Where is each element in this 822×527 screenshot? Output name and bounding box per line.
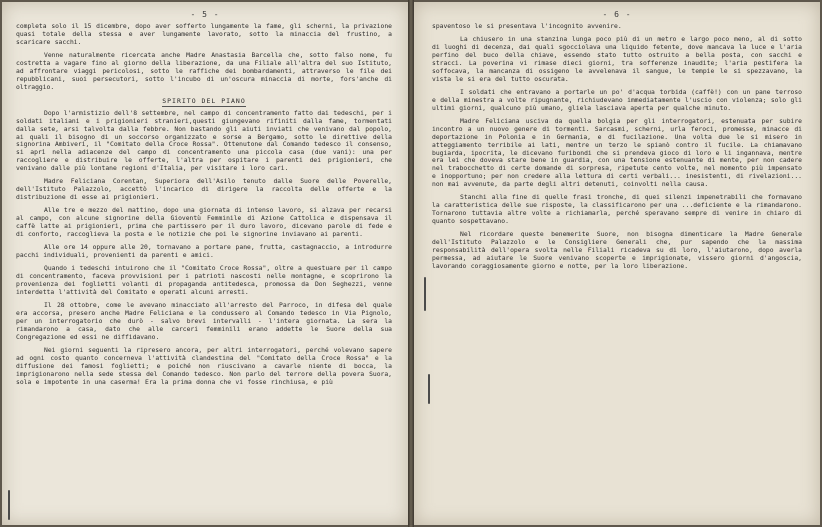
paragraph: Alle tre e mezzo del mattino, dopo una giornata di intenso lavoro, si alzava per recarsi al campo, con alcune signorine della Gioventù Femminile di Azione Cattolica e dispensava il caffè latte ai prigionieri, prima che partissero per il duro lavoro, dicevano parole di fede e di conforto, raccoglieva la posta e le notizie che poi le signorine inviavano ai parenti. bbox=[16, 207, 392, 239]
margin-pencil-mark bbox=[428, 374, 430, 404]
margin-pencil-mark bbox=[8, 490, 10, 520]
margin-pencil-mark bbox=[424, 277, 426, 311]
paragraph: La chiusero in una stanzina lunga poco più di un metro e largo poco meno, al di sotto di luoghi di decenza, dai quali sgocciolava una liquido fetente, dove mancava la luce e l'aria perfino del buco della chiave, essendo stato tutto ostruito a bella posta, con sacchi e stracci. La poverina vi rimase dieci giorni, tra sofferenze inaudite; l'aria pestifera la soffocava, la mancanza di ossigeno le avvelenava il sangue, le tempie le si spezzavano, la vista le si era del tutto oscurata. bbox=[432, 36, 802, 83]
paragraph: Alle ore 14 oppure alle 20, tornavano a portare pane, frutta, castagnaccio, a introdurre pacchi individuali, provenienti da parenti e amici. bbox=[16, 244, 392, 260]
paragraph: Stanchi alla fine di quelle frasi tronche, di quei silenzi impenetrabili che formavano la caratteristica delle sue risposte, la classificarono per una ...deficiente e la rimandarono. Tornarono tuttavia altre volte a richiamarla, perché speravano sempre di venire in chiaro di quanto sospettavano. bbox=[432, 194, 802, 226]
page-number: - 5 - bbox=[190, 10, 220, 19]
paragraph: Venne naturalmente ricercata anche Madre Anastasia Barcella che, sotto falso nome, fu costretta a vagare fino al giorno della liberazione, da una Filiale all'altra del suo Istituto, ad affrontare viaggi pericolosi, sotto le raffiche dei bombardamenti, attraverso le file dei repubblicani, suoi persecutori, sotto l'incubo di un'oscura minaccia di morte, fors'anche di oltraggio. bbox=[16, 52, 392, 91]
paragraph: Nel ricordare queste benemerite Suore, non bisogna dimenticare la Madre Generale dell'Istituto Palazzolo e le Consigliere Generali che, pur sapendo che la massima responsabilità dell'opera svolta nelle Filiali ricadeva su di loro, l'aiutarono, dopo averla permessa, ad aiutare le Suore venivano scoperte e imprigionate, vissero giorni d'angoscia, lavorando coraggiosamente giorno e notte, per la loro liberazione. bbox=[432, 231, 802, 270]
paragraph: Madre Feliciana usciva da quella bolgia per gli interrogatori, estenuata per subire incontro a un nuovo genere di tormenti. Sarcasmi, scherni, urla feroci, promesse, minacce di deportazione in Polonia e in Germania, e di fucilazione. Una volta due le si misero in atteggiamento terribile ai lati, mentre un terzo le spianò contro il fucile. La chiamavano bugiarda, ipocrita, le dicevano furibondi che si prendeva gioco di loro e li ingannava, mentre era lei che doveva stare bene in guardia, con una tensione estenuante di mente, per non cadere nel trabocchetto di certe domande di sorpresa, ripetute cento volte, nel momento più impensato e inopportuno; per non credere alla lettura di certi verbali... inesistenti, di rivelazioni... non mai avvenute, da parte degli altri detenuti, coinvolti nella causa. bbox=[432, 117, 802, 189]
paragraph: spaventoso le si presentava l'incognito avvenire. bbox=[432, 23, 622, 30]
section-heading bbox=[16, 97, 392, 105]
right-page bbox=[414, 2, 820, 525]
paragraph: Madre Feliciana Corentan, Superiora dell'Asilo tenuto dalle Suore delle Poverelle, dell'Istituto Palazzolo, accettò l'incarico di dirigere la raccolta delle offerte e la distribuzione di esse ai prigionieri. bbox=[16, 178, 392, 202]
left-page bbox=[2, 2, 408, 525]
left-page-text bbox=[2, 23, 408, 387]
section-heading-text: SPIRITO DEL PIANO bbox=[162, 96, 246, 105]
paragraph: Nei giorni seguenti la ripresero ancora, per altri interrogatori, perché volevano sapere ad ogni costo quanto concerneva l'attività clandestina del "Comitato della Croce Rossa" e la diffusione dei famosi foglietti; e poiché non riuscivano a cavarle niente di bocca, la imprigionarono nella sede stessa del Comando tedesco. Non parlo del terrore della povera Suora, sola e impotente in una caserma! Era la prima donna che vi fosse rinchiusa, e più bbox=[16, 347, 392, 386]
paragraph: Quando i tedeschi intuirono che il "Comitato Croce Rossa", oltre a questuare per il campo di concentramento, faceva provvisioni per i patrioti nascosti nelle montagne, e scoprirono la provenienza dei foglietti volanti di propaganda antitedesca, promossa da Don Seghezzi, venne interdetta l'attività del Comitato e operati alcuni arresti. bbox=[16, 265, 392, 297]
paragraph: completa solo il 15 dicembre, dopo aver sofferto lungamente la fame, gli scherni, la privazione quasi totale della stessa e aver lungamente lavorato, sotto la minaccia del frustino, a scaricare sacchi. bbox=[16, 23, 392, 46]
paragraph: Dopo l'armistizio dell'8 settembre, nel campo di concentramento fatto dai tedeschi, per i soldati italiani e i prigionieri stranieri,questi giungevano rifiniti dalla fame, tormentati dalla sete, arsi talvolta dalla febbre. Non bastando gli aiuti inviati che venivano dal popolo, ai quali il bisogno di un soccorso organizzato e sorse a Bergamo, sotto le direttive della signorina Ambiveri, il "Comitato della Croce Rossa". Ottenutone dal Comando tedesco il consenso, si aprì nella adiacenze del campo di concentramento una piccola casa (due vani): una per raccogliere e distribuire le offerte, l'altra per ospitare i parenti dei prigionieri, che venivano dalle più lontane regioni d'Italia, per visitare i loro cari. bbox=[16, 109, 392, 173]
paragraph: I soldati che entravano a portarle un po' d'acqua torbida (caffè!) con un pane terroso e della minestra a volte ripugnante, richiudevano immediatamente l'uscio con violenza; solo gli ultimi giorni, qualcuno più umano, gliela lasciava aperta per qualche minuto. bbox=[432, 88, 802, 112]
page-number: - 6 - bbox=[602, 10, 632, 19]
paragraph: Il 28 ottobre, come le avevano minacciato all'arresto del Parroco, in difesa del quale era accorsa, presero anche Madre Feliciana e la condussero al Comando tedesco in Via Pignolo, per un interrogatorio che durò - salvo brevi intervalli - l'intera giornata. La sera la rimandarono a casa, dato che alle carceri femminili erano addette le Suore della sua Congregazione ed essi ne diffidavano. bbox=[16, 302, 392, 341]
right-page-text bbox=[414, 23, 820, 271]
